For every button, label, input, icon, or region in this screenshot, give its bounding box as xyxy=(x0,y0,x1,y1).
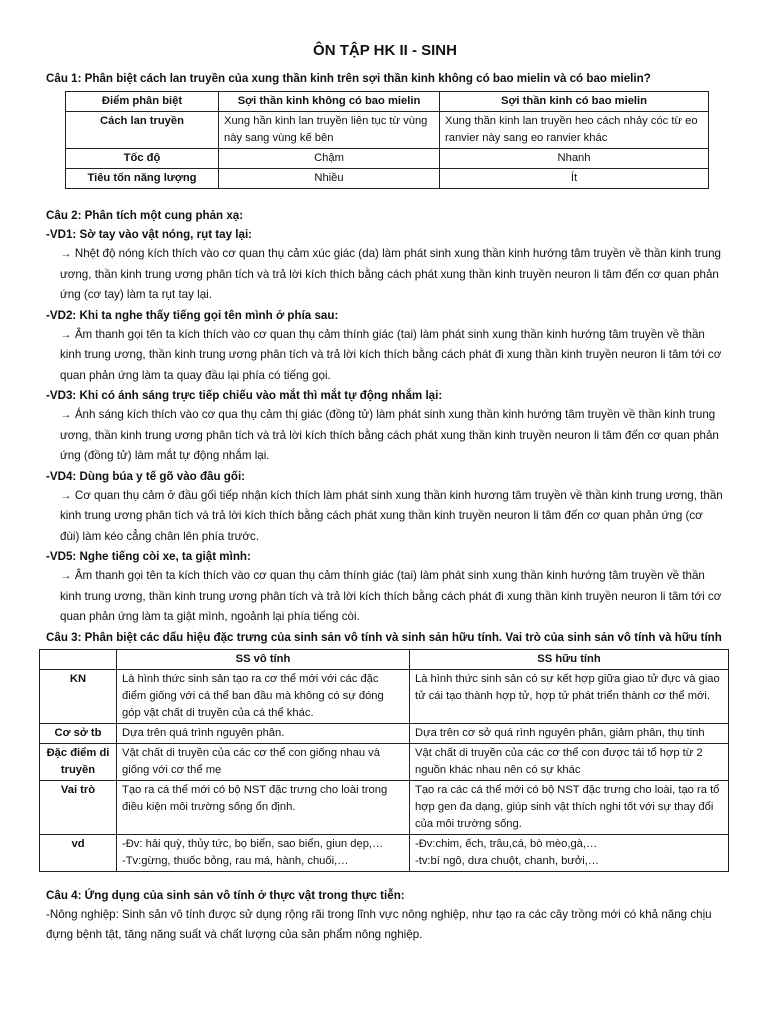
example-title: -VD1: Sờ tay vào vật nóng, rụt tay lại: xyxy=(46,228,253,241)
reflex-example-3 xyxy=(46,386,724,467)
table-header: Điểm phân biệt xyxy=(66,92,219,112)
reflex-example-4 xyxy=(46,467,724,548)
example-text: → Âm thanh gọi tên ta kích thích vào cơ quan thụ cảm thính giác (tai) làm phát sinh xung thần kinh hướng tâm truyền về thần kinh trung ương, thần kinh trung ương phân tích và trả lời kích thích bằng cách phát đi xung thần kinh truyền neuron li tâm tới cơ quan phản ứng làm ta giật mình, ngoảnh lại phía tiếng còi. xyxy=(60,569,722,623)
example-text: → Nhệt độ nóng kích thích vào cơ quan thụ cảm xúc giác (da) làm phát sinh xung thần kinh hướng tâm truyền về thần kinh trung ương, thần kinh trung ương phân tích và trả lời kích thích bằng cách phát xung thần kinh truyền neuron li tâm đến cơ quan phản ứng (cơ tay) làm ta rụt tay lại. xyxy=(60,247,721,301)
table-cell: Nhiều xyxy=(219,169,440,189)
table-row-label: KN xyxy=(40,669,117,723)
table-cell: Tạo ra các cá thể mới có bộ NST đặc trưng cho loài, tạo ra tổ hợp gen đa dạng, giúp sinh vật thích nghi tốt với sự thay đổi của môi trường sống. xyxy=(410,780,729,834)
table-row xyxy=(40,743,729,780)
table-cell: Là hình thức sinh sản tạo ra cơ thể mới với các đặc điểm giống với cá thể ban đầu mà không có sự đóng góp vật chất di truyền của cá thể khác. xyxy=(117,669,410,723)
table-cell: Ít xyxy=(440,169,709,189)
table-header: SS hữu tính xyxy=(410,649,729,669)
table-header: SS vô tính xyxy=(117,649,410,669)
table-row-label: Vai trò xyxy=(40,780,117,834)
table-row xyxy=(40,669,729,723)
question-2-heading: Câu 2: Phân tích một cung phản xạ: xyxy=(46,209,244,222)
question-4-text: -Nông nghiệp: Sinh sản vô tính được sử dụng rộng rãi trong lĩnh vực nông nghiệp, như tạo ra các cây trồng mới có khả năng chịu đựng bệnh tật, tăng năng suất và chất lượng của sản phẩm nông nghiệp. xyxy=(46,907,712,941)
example-text: → Âm thanh gọi tên ta kích thích vào cơ quan thụ cảm thính giác (tai) làm phát sinh xung thần kinh hướng tâm truyền về thần kinh trung ương, thần kinh trung ương phân tích và trả lời kích thích bằng cách phát đi xung thần kinh truyền neuron li tâm tới cơ quan phản ứng làm ta quay đầu lại phía có tiếng gọi. xyxy=(60,327,722,382)
table-header-row xyxy=(66,92,709,112)
table-header: Sợi thần kinh có bao mielin xyxy=(440,92,709,112)
table-row xyxy=(40,780,729,834)
table-cell: Tạo ra cá thể mới có bộ NST đặc trưng cho loài trong điều kiện môi trường sống ổn định. xyxy=(117,780,410,834)
question-4-heading: Câu 4: Ứng dụng của sinh sản vô tính ở thực vật trong thực tiễn: xyxy=(46,888,405,902)
table-header xyxy=(40,649,117,669)
table-row-label: Tốc độ xyxy=(66,149,219,169)
table-cell: Dựa trên quá trình nguyên phân. xyxy=(117,723,410,743)
table-row-label: Cơ sở tb xyxy=(40,723,117,743)
table-cell: Chậm xyxy=(219,149,440,169)
table-row xyxy=(66,112,709,149)
reflex-example-5 xyxy=(46,547,724,628)
question-3-heading: Câu 3: Phân biệt các dấu hiệu đặc trưng của sinh sản vô tính và sinh sản hữu tính. Vai trò của sinh sản vô tính và hữu tính xyxy=(46,630,722,644)
table-header-row xyxy=(40,649,729,669)
example-title: -VD3: Khi có ánh sáng trực tiếp chiếu vào mắt thì mắt tự động nhắm lại: xyxy=(46,389,443,402)
table-cell: -Đv:chim, ếch, trâu,cá, bò mèo,gà,… -tv:bí ngô, dưa chuột, chanh, bưởi,… xyxy=(410,834,729,871)
table-row-label: Đặc điểm di truyền xyxy=(40,743,117,780)
reflex-example-2 xyxy=(46,306,724,387)
table-header: Sợi thần kinh không có bao mielin xyxy=(219,92,440,112)
example-text: → Ánh sáng kích thích vào cơ qua thụ cảm thị giác (đồng tử) làm phát sinh xung thần kinh hướng tâm truyền về thần kinh trung ương, thần kinh trung ương phân tích và trả lời kích thích bằng cách phát xung thần kinh truyền neuron li tâm đến cơ quan phản ứng (đồng tử) làm mắt tự động nhắm lại. xyxy=(60,408,719,462)
table-cell: Xung hần kinh lan truyền liên tục từ vùng này sang vùng kế bên xyxy=(219,112,440,149)
reproduction-comparison-table xyxy=(39,649,729,872)
table-cell: Là hình thức sinh sản có sự kết hợp giữa giao tử đực và giao tử cái tạo thành hợp tử, hợp tử phát triển thành cơ thể mới. xyxy=(410,669,729,723)
table-row-label: Tiêu tốn năng lượng xyxy=(66,169,219,189)
example-title: -VD2: Khi ta nghe thấy tiếng gọi tên mình ở phía sau: xyxy=(46,308,339,322)
table-row xyxy=(40,834,729,871)
table-row xyxy=(40,723,729,743)
table-row-label: vd xyxy=(40,834,117,871)
table-cell: Xung thần kinh lan truyền heo cách nhảy cóc từ eo ranvier này sang eo ranvier khác xyxy=(440,112,709,149)
table-row xyxy=(66,169,709,189)
table-cell: Vật chất di truyền của các cơ thể con giống nhau và giống với cơ thể mẹ xyxy=(117,743,410,780)
table-cell: Nhanh xyxy=(440,149,709,169)
table-cell: -Đv: hải quỳ, thủy tức, bọ biển, sao biển, giun dẹp,… -Tv:gừng, thuốc bỏng, rau má, hành, chuối,… xyxy=(117,834,410,871)
example-title: -VD5: Nghe tiếng còi xe, ta giật mình: xyxy=(46,550,251,563)
example-title: -VD4: Dùng búa y tế gõ vào đầu gối: xyxy=(46,469,246,483)
table-cell: Dựa trên cơ sở quá rình nguyên phân, giảm phân, thụ tinh xyxy=(410,723,729,743)
reflex-example-1 xyxy=(46,225,724,306)
table-row-label: Cách lan truyền xyxy=(66,112,219,149)
table-row xyxy=(66,149,709,169)
example-text: → Cơ quan thụ cảm ở đầu gối tiếp nhận kích thích làm phát sinh xung thần kinh hương tâm truyền về thần kinh trung ương, thần kinh trung ương phân tích và trả lời kích thích bằng cách phát xung thần kinh truyền neuron li tâm đến cơ quan phản ứng (cơ đùi) làm kéo cẳng chân lên phía trước. xyxy=(60,488,723,543)
question-1-heading: Câu 1: Phân biệt cách lan truyền của xung thần kinh trên sợi thần kinh không có bao mielin và có bao mielin? xyxy=(46,72,651,85)
myelin-comparison-table xyxy=(65,91,709,189)
document-title: ÔN TẬP HK II - SINH xyxy=(313,42,457,59)
table-cell: Vật chất di truyền của các cơ thể con được tái tổ hợp từ 2 nguồn khác nhau nên có sự khác xyxy=(410,743,729,780)
